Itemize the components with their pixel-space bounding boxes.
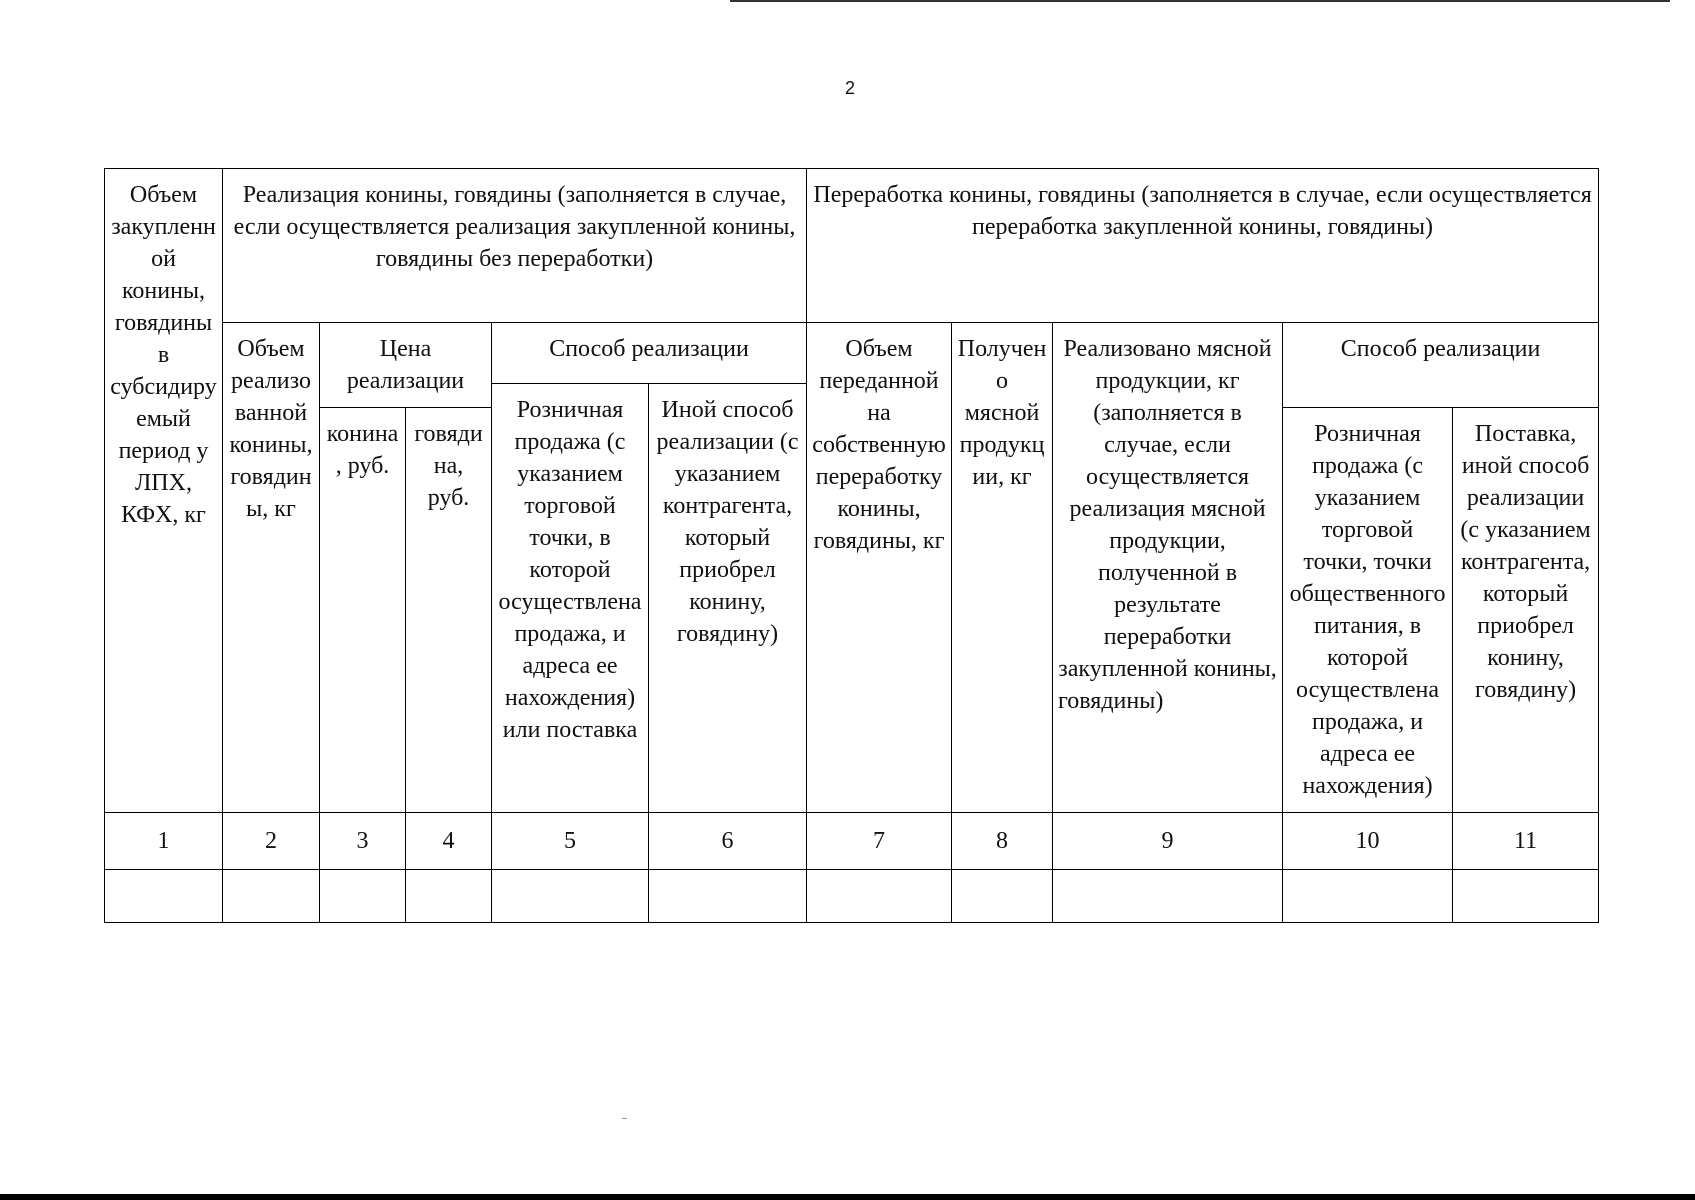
data-cell: [320, 870, 406, 923]
column-number: 8: [952, 813, 1053, 870]
data-row: [105, 870, 1599, 923]
column-number: 2: [223, 813, 320, 870]
column-number: 4: [406, 813, 492, 870]
column-number: 10: [1283, 813, 1453, 870]
data-cell: [807, 870, 952, 923]
header-col-11-supply-other: Поставка, иной способ реализации (с указанием контрагента, который приобрел конину, говядину): [1453, 408, 1599, 813]
column-number: 1: [105, 813, 223, 870]
data-cell: [952, 870, 1053, 923]
header-col-1-volume-purchased: Объем закупленной конины, говядины в субсидируемый период у ЛПХ, КФХ, кг: [105, 169, 223, 813]
data-cell: [492, 870, 649, 923]
report-table: [104, 168, 1599, 923]
data-cell: [1283, 870, 1453, 923]
header-col-8-meat-produced: Получено мясной продукции, кг: [952, 323, 1053, 813]
column-number: 3: [320, 813, 406, 870]
column-number-row: [105, 813, 1599, 870]
header-col-10-retail-sale: Розничная продажа (с указанием торговой точки, точки общественного питания, в которой осуществлена продажа, и адреса ее нахождения): [1283, 408, 1453, 813]
data-cell: [649, 870, 807, 923]
bottom-scan-rule: [0, 1194, 1695, 1200]
header-col-5-retail-sale: Розничная продажа (с указанием торговой точки, в которой осуществлена продажа, и адреса ее нахождения) или поставка: [492, 384, 649, 813]
header-price-group: Цена реализации: [320, 323, 492, 408]
data-cell: [1053, 870, 1283, 923]
column-number: 5: [492, 813, 649, 870]
data-cell: [105, 870, 223, 923]
scan-speck: [622, 1118, 627, 1119]
header-processing-method-group: Способ реализации: [1283, 323, 1599, 408]
data-cell: [223, 870, 320, 923]
column-number: 11: [1453, 813, 1599, 870]
column-number: 6: [649, 813, 807, 870]
page-number: 2: [844, 78, 855, 98]
data-cell: [406, 870, 492, 923]
header-col-6-other-method: Иной способ реализации (с указанием контрагента, который приобрел конину, говядину): [649, 384, 807, 813]
header-col-7-volume-transferred: Объем переданной на собственную переработку конины, говядины, кг: [807, 323, 952, 813]
header-col-2-volume-sold: Объем реализованной конины, говядины, кг: [223, 323, 320, 813]
column-number: 7: [807, 813, 952, 870]
header-group-sale: Реализация конины, говядины (заполняется в случае, если осуществляется реализация закупленной конины, говядины без переработки): [223, 169, 807, 323]
header-col-9-meat-sold: Реализовано мясной продукции, кг (заполняется в случае, если осуществляется реализация мясной продукции, полученной в результате переработки закупленной конины, говядины): [1053, 323, 1283, 813]
header-group-processing: Переработка конины, говядины (заполняется в случае, если осуществляется переработка закупленной конины, говядины): [807, 169, 1599, 323]
top-scan-rule: [730, 0, 1670, 2]
data-cell: [1453, 870, 1599, 923]
header-sale-method-group: Способ реализации: [492, 323, 807, 384]
column-number: 9: [1053, 813, 1283, 870]
header-col-4-beef-price: говядина, руб.: [406, 408, 492, 813]
header-col-3-horsemeat-price: конина, руб.: [320, 408, 406, 813]
